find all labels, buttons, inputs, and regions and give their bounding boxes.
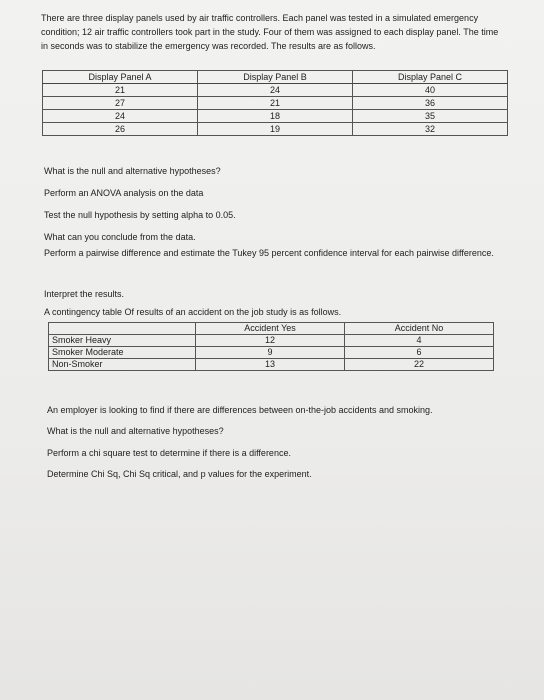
table-row bbox=[43, 123, 508, 136]
table-cell: 21 bbox=[198, 97, 353, 110]
question-hypotheses: What is the null and alternative hypotheses? bbox=[44, 166, 221, 176]
display-panels-table bbox=[42, 70, 508, 136]
table-cell: 19 bbox=[198, 123, 353, 136]
employer-question: An employer is looking to find if there are differences between on-the-job accidents and smoking. bbox=[47, 405, 433, 415]
table-row bbox=[49, 335, 494, 347]
table-cell: 36 bbox=[353, 97, 508, 110]
table-cell: 40 bbox=[353, 84, 508, 97]
question-chi-values: Determine Chi Sq, Chi Sq critical, and p values for the experiment. bbox=[47, 469, 312, 479]
question-alpha: Test the null hypothesis by setting alpha to 0.05. bbox=[44, 210, 236, 220]
table-cell: 13 bbox=[196, 359, 345, 371]
intro-paragraph: There are three display panels used by air traffic controllers. Each panel was tested in a simulated emergency condition; 12 air traffic controllers took part in the study. Four of them was assigned to each display panel. The time in seconds was to stabilize the emergency was recorded. The results are as follows. bbox=[41, 13, 499, 51]
table-row bbox=[43, 97, 508, 110]
table-cell: 24 bbox=[43, 110, 198, 123]
header-accident-no: Accident No bbox=[345, 323, 494, 335]
contingency-table bbox=[48, 322, 494, 371]
row-label: Non-Smoker bbox=[49, 359, 196, 371]
question-interpret: Interpret the results. bbox=[44, 289, 125, 299]
question-tukey: Perform a pairwise difference and estimate the Tukey 95 percent confidence interval for each pairwise difference. bbox=[44, 248, 494, 258]
row-label: Smoker Heavy bbox=[49, 335, 196, 347]
header-panel-b: Display Panel B bbox=[198, 71, 353, 84]
header-accident-yes: Accident Yes bbox=[196, 323, 345, 335]
table-cell: 21 bbox=[43, 84, 198, 97]
question-anova: Perform an ANOVA analysis on the data bbox=[44, 188, 204, 198]
table-row bbox=[43, 110, 508, 123]
table-cell: 12 bbox=[196, 335, 345, 347]
header-panel-a: Display Panel A bbox=[43, 71, 198, 84]
table-cell: 18 bbox=[198, 110, 353, 123]
question-hypotheses-2: What is the null and alternative hypotheses? bbox=[47, 426, 224, 436]
table-row bbox=[49, 347, 494, 359]
table-cell: 35 bbox=[353, 110, 508, 123]
table-cell: 32 bbox=[353, 123, 508, 136]
table-row bbox=[49, 359, 494, 371]
question-chi-square: Perform a chi square test to determine if there is a difference. bbox=[47, 448, 291, 458]
contingency-intro: A contingency table Of results of an accident on the job study is as follows. bbox=[44, 307, 342, 317]
table-cell: 9 bbox=[196, 347, 345, 359]
table-cell: 24 bbox=[198, 84, 353, 97]
table-cell: 27 bbox=[43, 97, 198, 110]
table-cell: 22 bbox=[345, 359, 494, 371]
table-row bbox=[43, 84, 508, 97]
header-blank bbox=[49, 323, 196, 335]
question-conclude: What can you conclude from the data. bbox=[44, 232, 196, 242]
header-panel-c: Display Panel C bbox=[353, 71, 508, 84]
table-header-row bbox=[49, 323, 494, 335]
table-header-row bbox=[43, 71, 508, 84]
row-label: Smoker Moderate bbox=[49, 347, 196, 359]
table-cell: 6 bbox=[345, 347, 494, 359]
table-cell: 26 bbox=[43, 123, 198, 136]
table-cell: 4 bbox=[345, 335, 494, 347]
